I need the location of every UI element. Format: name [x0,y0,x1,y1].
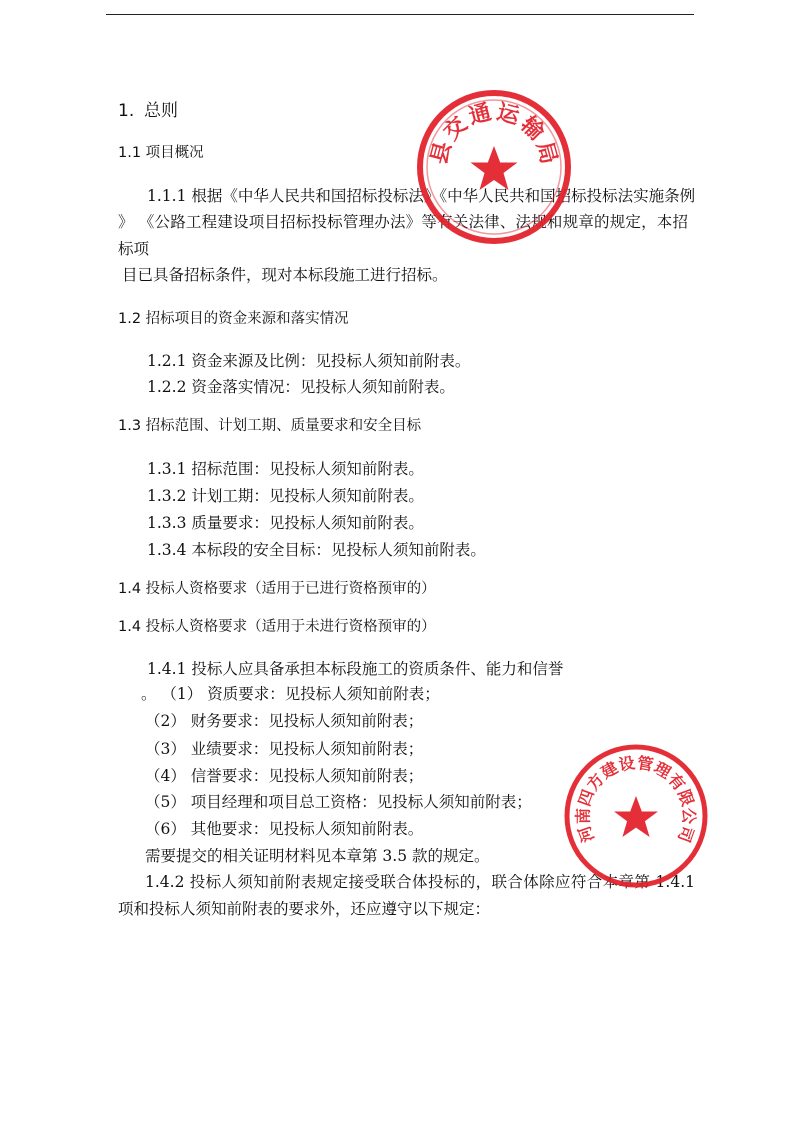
seal-character: 建 [597,757,622,783]
official-seal-1 [413,86,575,248]
seal-character: 理 [650,757,675,783]
note-text: 需要提交的相关证明材料见本章第 3.5 款的规定。 [145,847,490,865]
list-item: （3） 业绩要求：见投标人须知前附表； [145,740,424,758]
seal-character: 输 [515,112,549,146]
list-item: （6） 其他要求：见投标人须知前附表。 [145,820,424,838]
seal-character: 四 [574,787,598,809]
seal-character: 县 [426,139,457,167]
seal-character: 河 [574,823,598,845]
seal-character: 局 [531,139,562,167]
seal-character: 通 [466,99,494,130]
star-icon [614,796,658,837]
seal-character: 交 [439,112,473,146]
list-item: 1.3.3 质量要求：见投标人须知前附表。 [147,514,424,532]
para-1-1-1-line3: 标项 [118,240,150,258]
heading-1-4-prequalified: 1.4 投标人资格要求（适用于已进行资格预审的） [118,581,436,597]
para-1-1-1-line4: 目已具备招标条件，现对本标段施工进行招标。 [122,266,448,284]
list-item: 1.2.1 资金来源及比例：见投标人须知前附表。 [147,352,471,370]
list-item: 1.3.2 计划工期：见投标人须知前附表。 [147,487,424,505]
list-item: 。 （1） 资质要求：见投标人须知前附表； [141,685,440,703]
list-item: （5） 项目经理和项目总工资格：见投标人须知前附表； [145,793,532,811]
seal-character: 有 [664,769,690,795]
header-rule [106,14,694,15]
official-seal-2 [561,741,711,891]
heading-1-2: 1.2 招标项目的资金来源和落实情况 [118,311,349,327]
section-title: 总则 [144,101,178,121]
section-number: 1. [118,101,135,121]
para-1-4-1: 1.4.1 投标人应具备承担本标段施工的资质条件、能力和信誉 [147,660,564,678]
para-1-1-1-line1: 1.1.1 根据《中华人民共和国招标投标法》《中华人民共和国招标投标法实施条例 [147,187,696,205]
list-item: 1.3.4 本标段的安全目标：见投标人须知前附表。 [147,541,486,559]
seal-character: 南 [573,807,593,825]
list-item: 1.3.1 招标范围：见投标人须知前附表。 [147,460,424,478]
seal-character: 方 [582,769,608,795]
para-1-1-1-line2: 》 《公路工程建设项目招标投标管理办法》等有关法律、法规和规章的规定，本招 [118,213,688,231]
seal-character: 管 [635,753,655,775]
seal-character: 运 [494,99,522,130]
list-item: （4） 信誉要求：见投标人须知前附表； [145,767,424,785]
star-icon [471,146,518,190]
list-item: 1.2.2 资金落实情况：见投标人须知前附表。 [147,378,455,396]
para-1-4-2-line1: 1.4.2 投标人须知前附表规定接受联合体投标的，联合体除应符合本章第 1.4.1 [145,873,695,891]
para-1-4-2-line2: 项和投标人须知前附表的要求外，还应遵守以下规定： [118,900,491,918]
seal-character: 司 [674,823,698,845]
heading-1-3: 1.3 招标范围、计划工期、质量要求和安全目标 [118,418,422,434]
heading-1-1: 1.1 项目概况 [118,145,204,161]
list-item: （2） 财务要求：见投标人须知前附表； [145,712,424,730]
heading-1-4-not-prequalified: 1.4 投标人资格要求（适用于未进行资格预审的） [118,619,436,635]
seal-character: 设 [617,753,637,775]
seal-character: 公 [679,807,699,825]
seal-character: 限 [674,787,698,809]
